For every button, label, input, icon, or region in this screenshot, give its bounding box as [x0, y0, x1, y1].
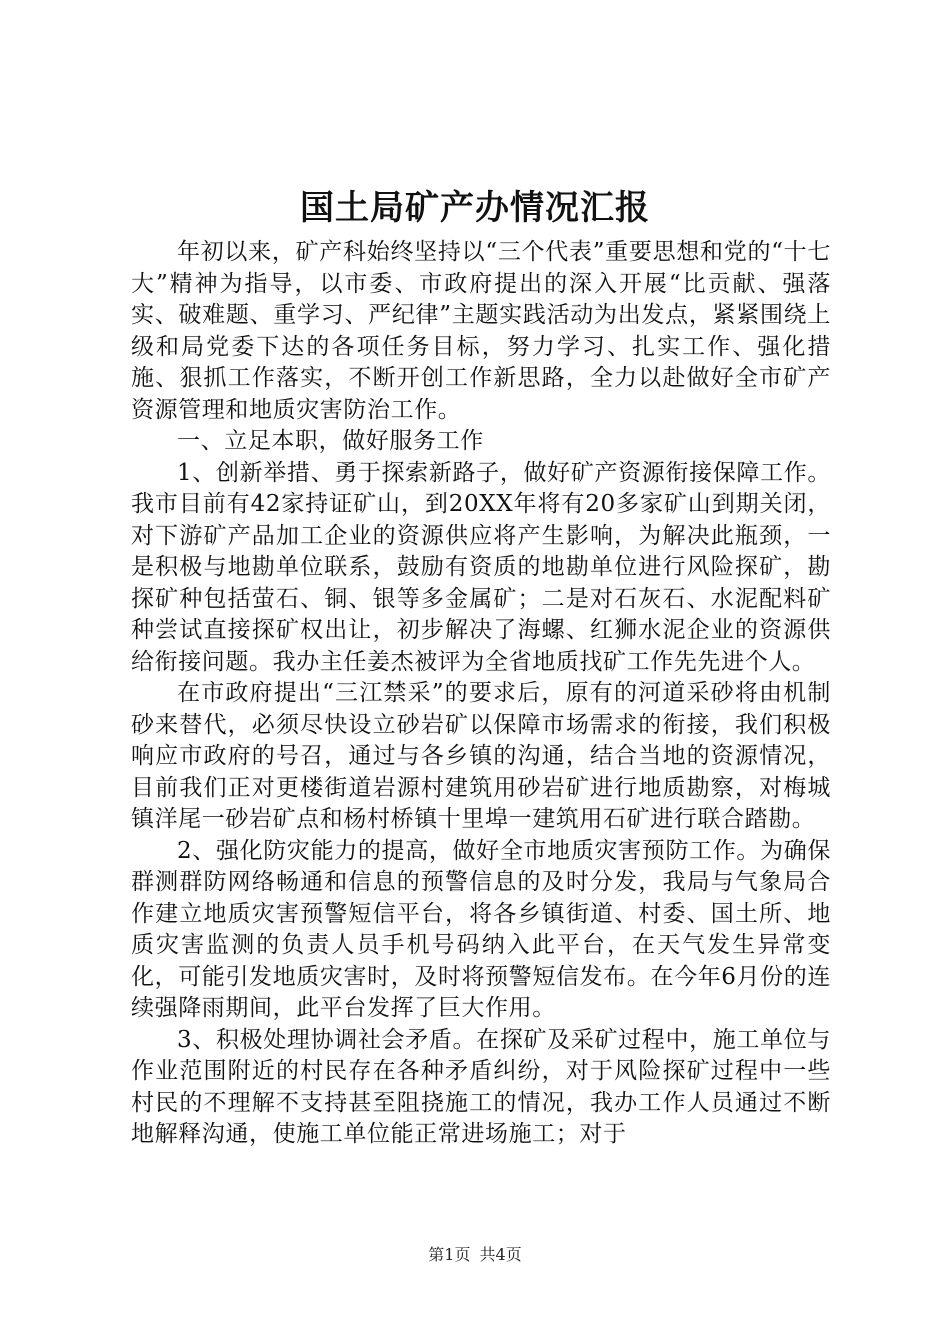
- paragraph-item-2: 2、强化防灾能力的提高，做好全市地质灾害预防工作。为确保群测群防网络畅通和信息的预警信息的及时分发，我局与气象局合作建立地质灾害预警短信平台，将各乡镇街道、村委、国土所、地质灾害监测的负责人员手机号码纳入此平台，在天气发生异常变化，可能引发地质灾害时，及时将预警短信发布。在今年6月份的连续强降雨期间，此平台发挥了巨大作用。: [131, 837, 831, 1021]
- document-title: 国土局矿产办情况汇报: [300, 188, 650, 228]
- paragraph-item-3: 3、积极处理协调社会矛盾。在探矿及采矿过程中，施工单位与作业范围附近的村民存在各种矛盾纠纷，对于风险探矿过程中一些村民的不理解不支持甚至阻挠施工的情况，我办工作人员通过不断地解释沟通，使施工单位能正常进场施工；对于: [131, 1026, 831, 1147]
- paragraph-item-1: 1、创新举措、勇于探索新路子，做好矿产资源衔接保障工作。我市目前有42家持证矿山，到20XX年将有20多家矿山到期关闭，对下游矿产品加工企业的资源供应将产生影响，为解决此瓶颈，一是积极与地勘单位联系，鼓励有资质的地勘单位进行风险探矿，勘探矿种包括萤石、铜、银等多金属矿；二是对石灰石、水泥配料矿种尝试直接探矿权出让，初步解决了海螺、红狮水泥企业的资源供给衔接问题。我办主任姜杰被评为全省地质找矿工作先先进个人。: [131, 459, 831, 675]
- page-footer: [0, 1244, 950, 1266]
- section-heading-1: 一、立足本职，做好服务工作: [177, 428, 484, 454]
- page-number-total: 共4页: [479, 1245, 522, 1264]
- paragraph-intro: 年初以来，矿产科始终坚持以“三个代表”重要思想和党的“十七大”精神为指导，以市委、市政府提出的深入开展“比贡献、强落实、破难题、重学习、严纪律”主题实践活动为出发点，紧紧围绕上级和局党委下达的各项任务目标，努力学习、扎实工作、强化措施、狠抓工作落实，不断开创工作新思路，全力以赴做好全市矿产资源管理和地质灾害防治工作。: [131, 239, 831, 423]
- paragraph-sand-rock: 在市政府提出“三江禁采”的要求后，原有的河道采砂将由机制砂来替代，必须尽快设立砂岩矿以保障市场需求的衔接，我们积极响应市政府的号召，通过与各乡镇的沟通，结合当地的资源情况，目前我们正对更楼街道岩源村建筑用砂岩矿进行地质勘察，对梅城镇洋尾一砂岩矿点和杨村桥镇十里埠一建筑用石矿进行联合踏勘。: [131, 680, 831, 832]
- page-number-current: 第1页: [428, 1245, 471, 1264]
- document-body: [131, 237, 831, 1151]
